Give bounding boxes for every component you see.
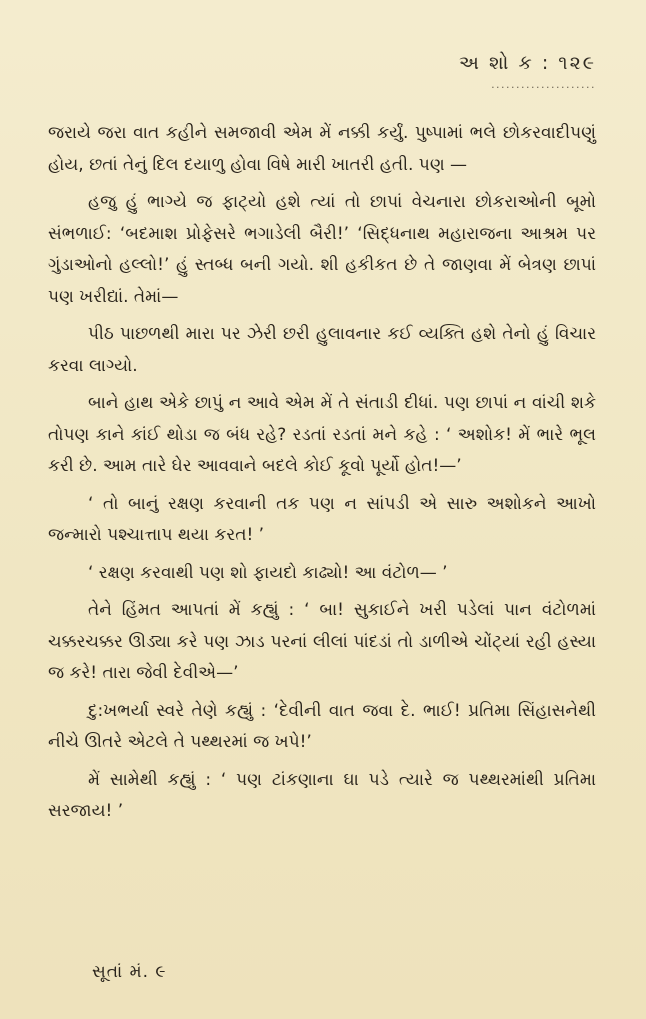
running-header	[386, 52, 596, 91]
paragraph: દુ:ખભર્યા સ્વરે તેણે કહ્યું : ‘દેવીની વાત જવા દે. ભાઈ! પ્રતિમા સિંહાસનેથી નીચે ઊતરે એટલે તે પથ્થરમાં જ ખપે!’	[48, 700, 596, 752]
paragraph: ‘ તો બાનું રક્ષણ કરવાની તક પણ ન સાંપડી એ સારુ અશોકને આખો જન્મારો પશ્ચાત્તાપ થયા કરત! ’	[48, 493, 596, 545]
body-text	[48, 118, 596, 834]
signature-mark: સૂતાં મં. ૯	[92, 962, 167, 982]
header-dotted-rule: .....................	[491, 78, 596, 91]
paragraph: પીઠ પાછળથી મારા પર ઝેરી છરી હુલાવનાર કઈ વ્યક્તિ હશે તેનો હું વિચાર કરવા લાગ્યો.	[48, 324, 596, 376]
paragraph: તેને હિંમત આપતાં મેં કહ્યું : ‘ બા! સુકાઈને ખરી પડેલાં પાન વંટોળમાં ચક્કરચક્કર ઊડ્યા કરે પણ ઝાડ પરનાં લીલાં પાંદડાં તો ડાળીએ ચોંટ્યાં રહી હસ્યા જ કરે! તારા જેવી દેવીએ—’	[48, 600, 596, 683]
paragraph: જરાયે જરા વાત કહીને સમજાવી એમ મેં નક્કી કર્યું. પુષ્પામાં ભલે છોકરવાદીપણું હોય, છતાં તેનું દિલ દયાળુ હોવા વિષે મારી ખાતરી હતી. પણ —	[48, 123, 596, 175]
running-title: અ શો ક : ૧૨૯	[458, 52, 596, 74]
paragraph: બાને હાથ એકે છાપું ન આવે એમ મેં તે સંતાડી દીધાં. પણ છાપાં ન વાંચી શકે તોપણ કાને કાંઈ થોડા જ બંધ રહે? રડતાં રડતાં મને કહે : ‘ અશોક! મેં ભારે ભૂલ કરી છે. આમ તારે ઘેર આવવાને બદલે કોઈ કૂવો પૂર્યો હોત!—’	[48, 393, 596, 476]
paragraph: હજુ હું ભાગ્યે જ ફાટ્યો હશે ત્યાં તો છાપાં વેચનારા છોકરાઓની બૂમો સંભળાઈ: ‘બદમાશ પ્રોફેસરે ભગાડેલી બૈરી!’ ‘સિદ્ધનાથ મહારાજના આશ્રમ પર ગુંડાઓનો હલ્લો!’ હું સ્તબ્ધ બની ગયો. શી હકીકત છે તે જાણવા મેં બેત્રણ છાપાં પણ ખરીદ્યાં. તેમાં—	[48, 192, 596, 307]
paragraph: મેં સામેથી કહ્યું : ‘ પણ ટાંકણાના ઘા પડે ત્યારે જ પથ્થરમાંથી પ્રતિમા સરજાય! ’	[48, 769, 596, 821]
paragraph: ‘ રક્ષણ કરવાથી પણ શો ફાયદો કાઢ્યો! આ વંટોળ— ’	[88, 562, 448, 583]
